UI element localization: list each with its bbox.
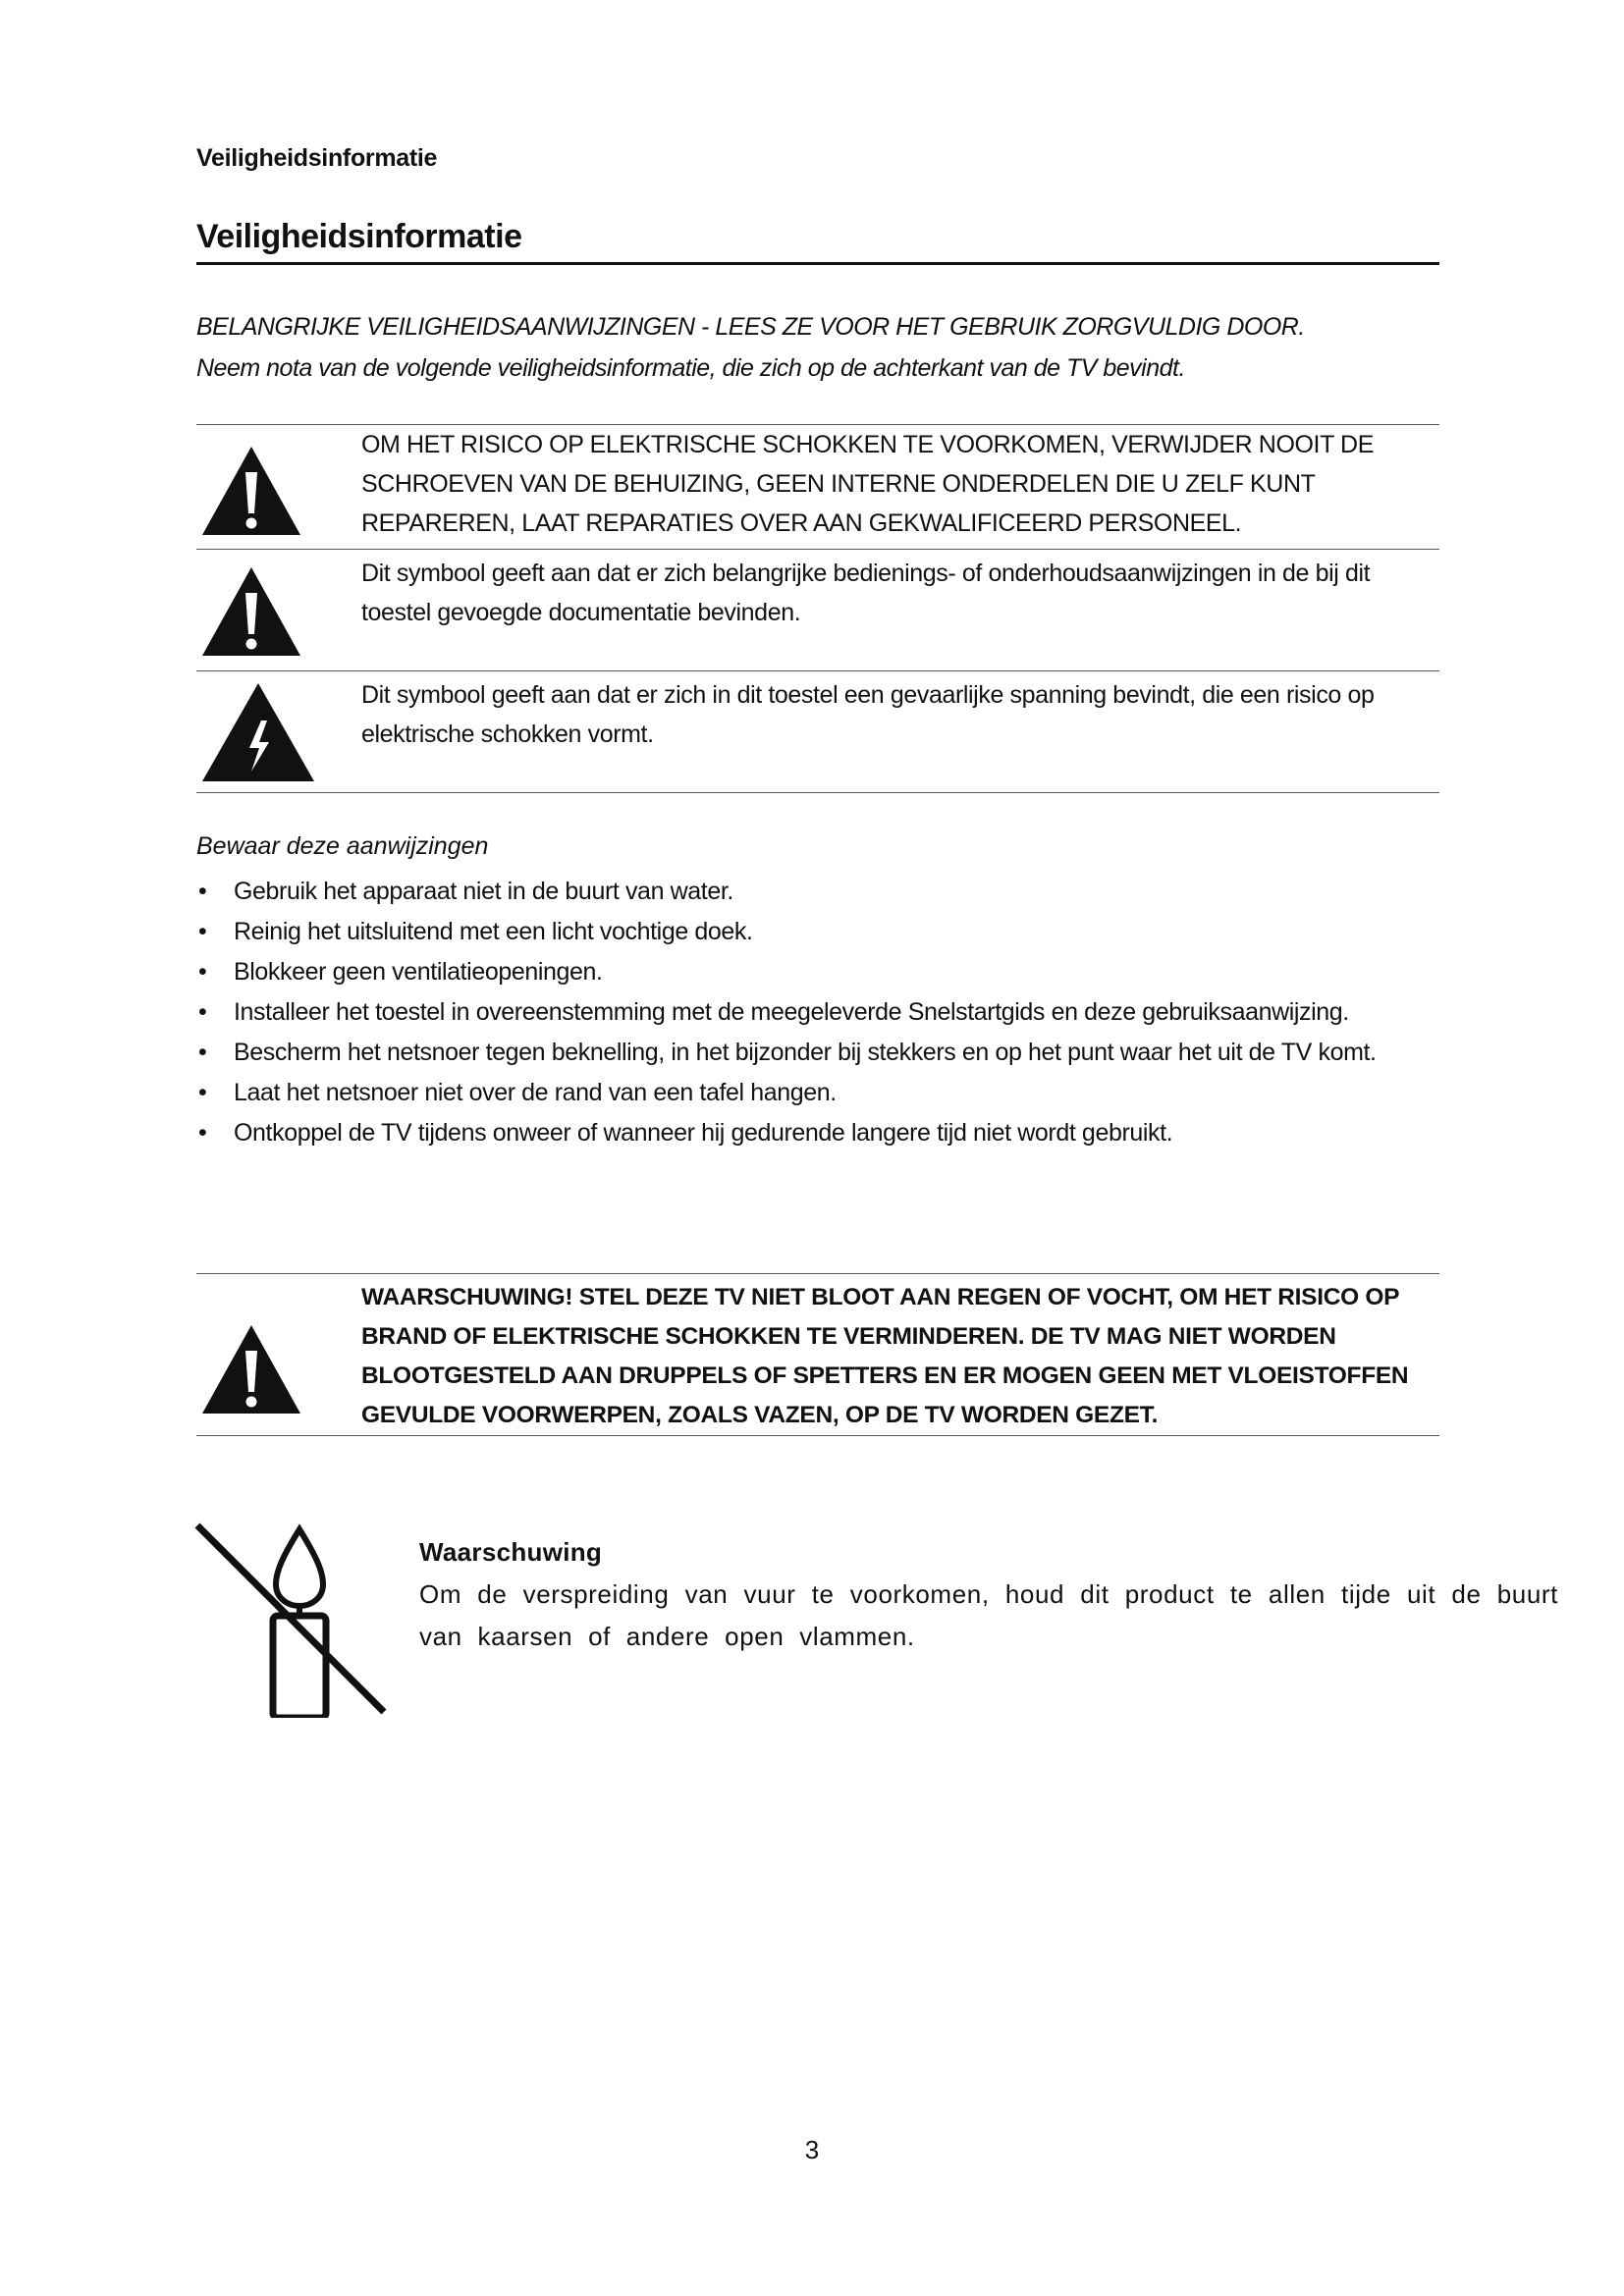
lightning-warning-icon — [196, 671, 361, 783]
list-item: • Gebruik het apparaat niet in de buurt van water. — [196, 872, 1439, 912]
candle-warning-text — [419, 1531, 1558, 1658]
symbol-text: OM HET RISICO OP ELEKTRISCHE SCHOKKEN TE VOORKOMEN, VERWIJDER NOOIT DE SCHROEVEN VAN DE BEHUIZING, GEEN INTERNE ONDERDELEN DIE U ZELF KUNT REPAREREN, LAAT REPARATIES OVER AAN GEKWALIFICEERD PERSONEEL. — [361, 431, 1374, 537]
list-item: • Ontkoppel de TV tijdens onweer of wanneer hij gedurende langere tijd niet wordt gebruikt. — [196, 1113, 1439, 1153]
instructions-list — [196, 872, 1439, 1153]
section-title: Veiligheidsinformatie — [196, 218, 1439, 265]
intro-line-1: BELANGRIJKE VEILIGHEIDSAANWIJZINGEN - LEES ZE VOOR HET GEBRUIK ZORGVULDIG DOOR. — [196, 313, 1305, 341]
no-candle-icon — [193, 1522, 390, 1723]
list-item: • Reinig het uitsluitend met een licht vochtige doek. — [196, 912, 1439, 952]
list-item: • Bescherm het netsnoer tegen beknelling, in het bijzonder bij stekkers en op het punt waar het uit de TV komt. — [196, 1033, 1439, 1073]
symbol-row — [196, 424, 1439, 549]
exclamation-warning-icon — [196, 425, 361, 537]
symbol-text: Dit symbool geeft aan dat er zich belangrijke bedienings- of onderhoudsaanwijzingen in de bij dit toestel gevoegde documentatie bevinden. — [361, 560, 1371, 626]
list-item: • Blokkeer geen ventilatieopeningen. — [196, 952, 1439, 992]
symbol-text: Dit symbool geeft aan dat er zich in dit toestel een gevaarlijke spanning bevindt, die een risico op elektrische schokken vormt. — [361, 681, 1375, 748]
candle-warning-body: Om de verspreiding van vuur te voorkomen, houd dit product te allen tijde uit de buurt van kaarsen of andere open vlammen. — [419, 1579, 1558, 1651]
bullet-glyph: • — [198, 1119, 207, 1147]
page-number: 3 — [804, 2135, 820, 2164]
list-item: • Installeer het toestel in overeenstemming met de meegeleverde Snelstartgids en deze gebruiksaanwijzing. — [196, 992, 1439, 1033]
exclamation-warning-icon — [196, 1274, 361, 1415]
symbol-row — [196, 549, 1439, 670]
bullet-glyph: • — [198, 958, 207, 986]
candle-warning-title: Waarschuwing — [419, 1537, 603, 1567]
warning-text: WAARSCHUWING! STEL DEZE TV NIET BLOOT AAN REGEN OF VOCHT, OM HET RISICO OP BRAND OF ELEKTRISCHE SCHOKKEN TE VERMINDEREN. DE TV MAG NIET WORDEN BLOOTGESTELD AAN DRUPPELS OF SPETTERS EN ER MOGEN GEEN MET VLOEISTOFFEN GEVULDE VOORWERPEN, ZOALS VAZEN, OP DE TV WORDEN GEZET. — [361, 1284, 1409, 1428]
warning-box — [196, 1273, 1439, 1436]
bullet-glyph: • — [198, 1039, 207, 1066]
list-item: • Laat het netsnoer niet over de rand van een tafel hangen. — [196, 1073, 1439, 1113]
running-header: Veiligheidsinformatie — [196, 144, 438, 172]
intro-line-2: Neem nota van de volgende veiligheidsinformatie, die zich op de achterkant van de TV bevindt. — [196, 354, 1185, 382]
symbol-row — [196, 670, 1439, 793]
exclamation-warning-icon — [196, 550, 361, 658]
warning-row — [196, 1273, 1439, 1436]
intro — [196, 306, 1439, 389]
candle-warning — [193, 1522, 1558, 1728]
bullet-glyph: • — [198, 918, 207, 945]
bullet-glyph: • — [198, 878, 207, 905]
instructions-title: Bewaar deze aanwijzingen — [196, 832, 489, 860]
bullet-glyph: • — [198, 998, 207, 1026]
bullet-glyph: • — [198, 1079, 207, 1106]
symbols-table — [196, 424, 1439, 793]
